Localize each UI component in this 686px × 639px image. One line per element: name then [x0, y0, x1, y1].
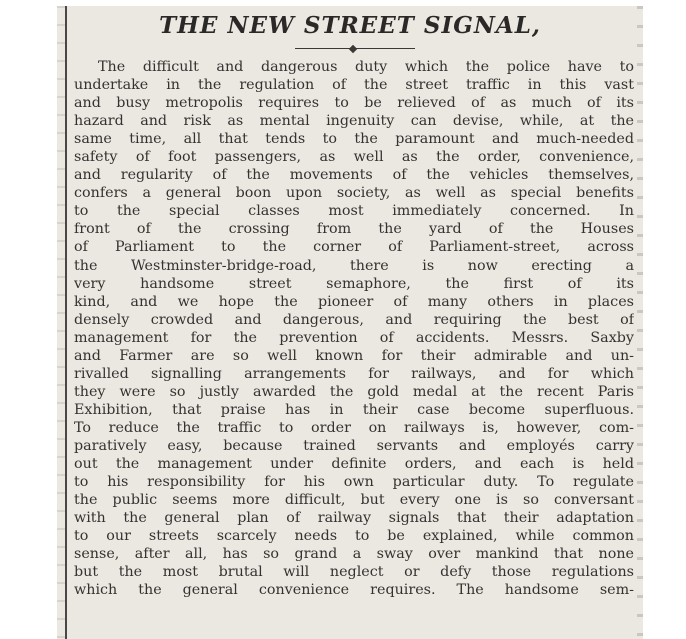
- article-line: to our streets scarcely needs to be explained, while common: [74, 528, 634, 545]
- article-line: management for the prevention of accidents. Messrs. Saxby: [74, 329, 634, 346]
- article-line: very handsome street semaphore, the first of its: [74, 275, 634, 292]
- article-line: hazard and risk as mental ingenuity can devise, while, at the: [74, 113, 634, 130]
- article-line: rivalled signalling arrangements for railways, and for which: [74, 365, 634, 382]
- article-line: and Farmer are so well known for their admirable and un-: [74, 347, 634, 364]
- article-line: and busy metropolis requires to be relieved of as much of its: [74, 95, 634, 112]
- article-line: with the general plan of railway signals that their adaptation: [74, 510, 634, 527]
- adjacent-column-fragment-right: [637, 6, 643, 639]
- article-line: and regularity of the movements of the vehicles themselves,: [74, 167, 634, 184]
- article-line: confers a general boon upon society, as well as special benefits: [74, 185, 634, 202]
- article-line: out the management under definite orders, and each is held: [74, 456, 634, 473]
- article-line: but the most brutal will neglect or defy those regulations: [74, 564, 634, 581]
- article-line: which the general convenience requires. The handsome sem-: [74, 582, 634, 599]
- article-line: of Parliament to the corner of Parliament-street, across: [74, 239, 634, 256]
- adjacent-column-fragment-left: [57, 6, 65, 639]
- article-line: The difficult and dangerous duty which the police have to: [98, 59, 634, 75]
- article-line: densely crowded and dangerous, and requiring the best of: [74, 311, 634, 328]
- article-line: safety of foot passengers, as well as the order, convenience,: [74, 149, 634, 166]
- headline-ornament-rule: [295, 46, 415, 52]
- article-line: the public seems more difficult, but every one is so conversant: [74, 492, 634, 509]
- newspaper-clipping: [57, 6, 643, 639]
- ornament-diamond: [349, 45, 357, 53]
- article-line: paratively easy, because trained servants and employés carry: [74, 437, 634, 454]
- article-line: to the special classes most immediately concerned. In: [74, 203, 634, 220]
- article-line: undertake in the regulation of the street traffic in this vast: [74, 77, 634, 94]
- column-rule: [65, 6, 67, 639]
- article-line: kind, and we hope the pioneer of many others in places: [74, 293, 634, 310]
- article-line: sense, after all, has so grand a sway over mankind that none: [74, 546, 634, 563]
- article-line: the Westminster-bridge-road, there is now erecting a: [74, 257, 634, 274]
- article-line: Exhibition, that praise has in their case become superfluous.: [74, 401, 634, 418]
- article-line: they were so justly awarded the gold medal at the recent Paris: [74, 383, 634, 400]
- article-body: [74, 58, 634, 599]
- article-line: same time, all that tends to the paramount and much-needed: [74, 131, 634, 148]
- article-line: front of the crossing from the yard of the Houses: [74, 221, 634, 238]
- article-line: to his responsibility for his own particular duty. To regulate: [74, 474, 634, 491]
- article-line: To reduce the traffic to order on railways is, however, com-: [74, 419, 634, 436]
- article-headline: THE NEW STREET SIGNAL,: [159, 12, 541, 39]
